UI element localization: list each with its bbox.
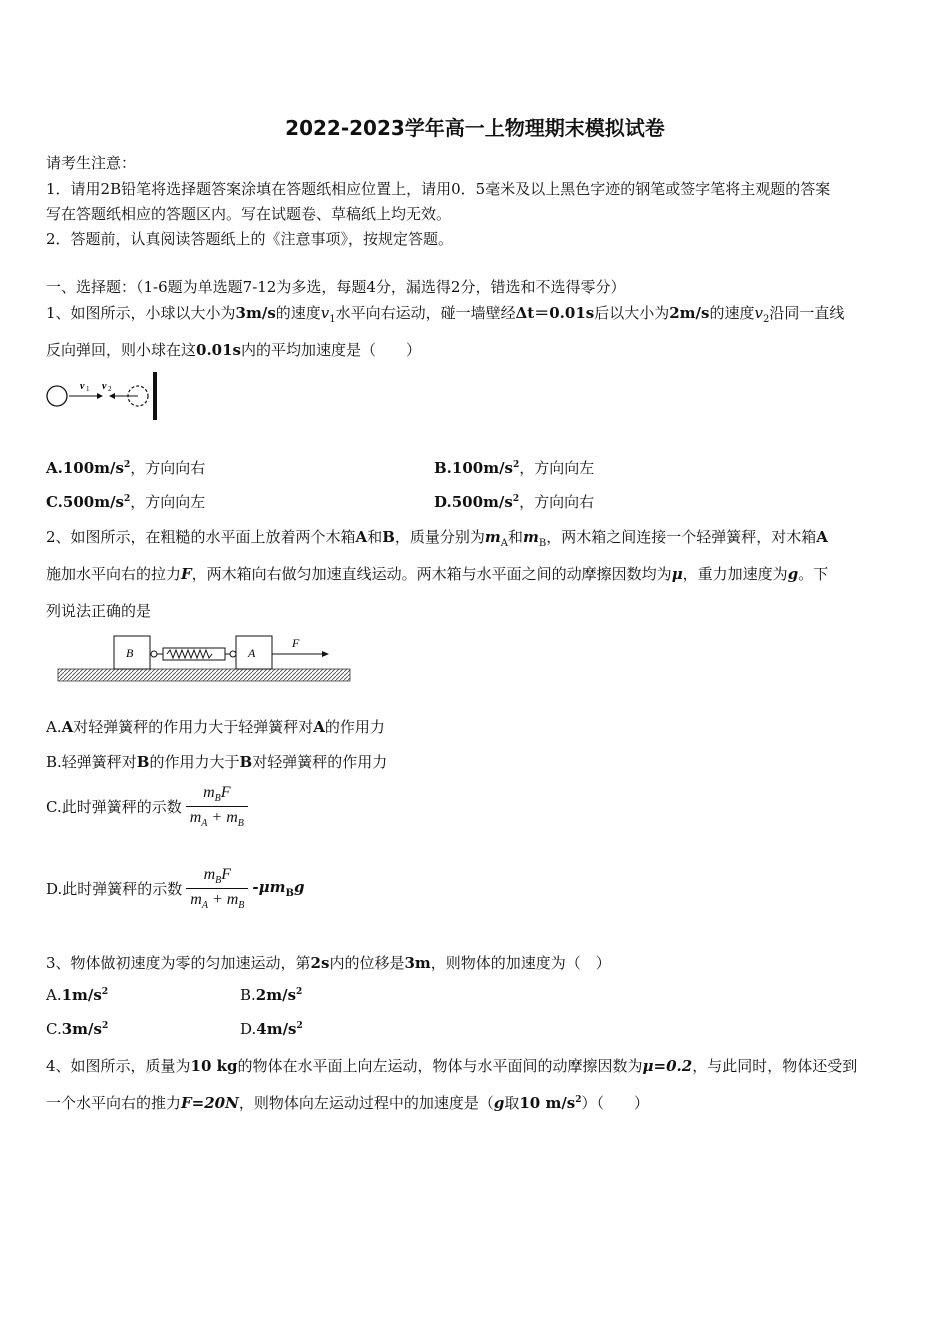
q3-stem: 3、物体做初速度为零的匀加速运动，第2s内的位移是3m，则物体的加速度为（ ）	[46, 954, 611, 972]
svg-text:B: B	[126, 646, 134, 660]
fraction: $\frac{m_BF}{m_A + m_B}$	[186, 866, 248, 911]
notice-heading: 请考生注意：	[46, 154, 137, 172]
q3-option-b: $B.2m/s^2$	[240, 986, 303, 1004]
q2-figure	[56, 632, 354, 686]
q4-line-2: 一个水平向右的推力F=20N，则物体向左运动过程中的加速度是（g取10 $m/s^2$）（ ）	[46, 1094, 650, 1112]
q2-option-a: A.A对轻弹簧秤的作用力大于轻弹簧秤对A的作用力	[46, 718, 385, 736]
q2-option-d: D.此时弹簧秤的示数 $\frac{m_BF}{m_A + m_B}$ $-\mu m_Bg$	[46, 866, 305, 912]
q2-option-c: C.此时弹簧秤的示数 $\frac{m_BF}{m_A + m_B}$	[46, 784, 252, 829]
wall-icon	[153, 372, 157, 420]
q2-line-1: 2、如图所示，在粗糙的水平面上放着两个木箱A和B，质量分别为$m_A$和$m_B$，两木箱之间连接一个轻弹簧秤，对木箱A	[46, 528, 828, 549]
q1-line-2: 反向弹回，则小球在这0.01s内的平均加速度是（ ）	[46, 341, 422, 359]
notice-item-2: 2．答题前，认真阅读答题纸上的《注意事项》，按规定答题。	[46, 230, 454, 248]
fraction: $\frac{m_BF}{m_A + m_B}$	[186, 784, 248, 829]
svg-text:v: v	[80, 381, 85, 392]
q1-line-1: 1、如图所示，小球以大小为3m/s的速度$v_1$水平向右运动，碰一墙壁经Δt＝0.01s后以大小为2m/s的速度$v_2$沿同一直线	[46, 304, 845, 325]
q4-line-1: 4、如图所示，质量为10 kg的物体在水平面上向左运动，物体与水平面间的动摩擦因数为μ=0.2，与此同时，物体还受到	[46, 1057, 858, 1075]
q3-option-a: $A.1m/s^2$	[46, 986, 109, 1004]
notice-item-1b: 写在答题纸相应的答题区内。写在试题卷、草稿纸上均无效。	[46, 205, 452, 223]
ball-icon	[47, 386, 67, 406]
ground-surface	[58, 669, 350, 681]
section-heading: 一、选择题：（1-6题为单选题7-12为多选，每题4分，漏选得2分，错选和不选得零分）	[46, 278, 626, 296]
q1-figure	[42, 372, 172, 422]
q3-option-d: $D.4m/s^2$	[240, 1020, 303, 1038]
svg-text:1: 1	[86, 385, 90, 393]
q2-option-b: B.轻弹簧秤对B的作用力大于B对轻弹簧秤的作用力	[46, 753, 388, 771]
q2-line-2: 施加水平向右的拉力F，两木箱向右做匀加速直线运动。两木箱与水平面之间的动摩擦因数均为μ，重力加速度为g。下	[46, 565, 829, 583]
svg-text:2: 2	[108, 385, 112, 393]
svg-text:v: v	[102, 381, 107, 392]
q1-option-b: $B.100m/s^2$，方向向左	[434, 459, 595, 477]
q1-option-c: $C.500m/s^2$，方向向左	[46, 493, 206, 511]
notice-item-1a: 1．请用2B铅笔将选择题答案涂填在答题纸相应位置上，请用0．5毫米及以上黑色字迹的钢笔或签字笔将主观题的答案	[46, 180, 831, 198]
q1-option-d: $D.500m/s^2$，方向向右	[434, 493, 595, 511]
q3-option-c: $C.3m/s^2$	[46, 1020, 109, 1038]
svg-text:A: A	[248, 646, 256, 660]
q2-line-3: 列说法正确的是	[46, 602, 152, 620]
page-title: 2022-2023学年高一上物理期末模拟试卷	[285, 116, 665, 140]
q1-option-a: $A.100m/s^2$，方向向右	[46, 459, 206, 477]
svg-text:F: F	[292, 636, 300, 650]
